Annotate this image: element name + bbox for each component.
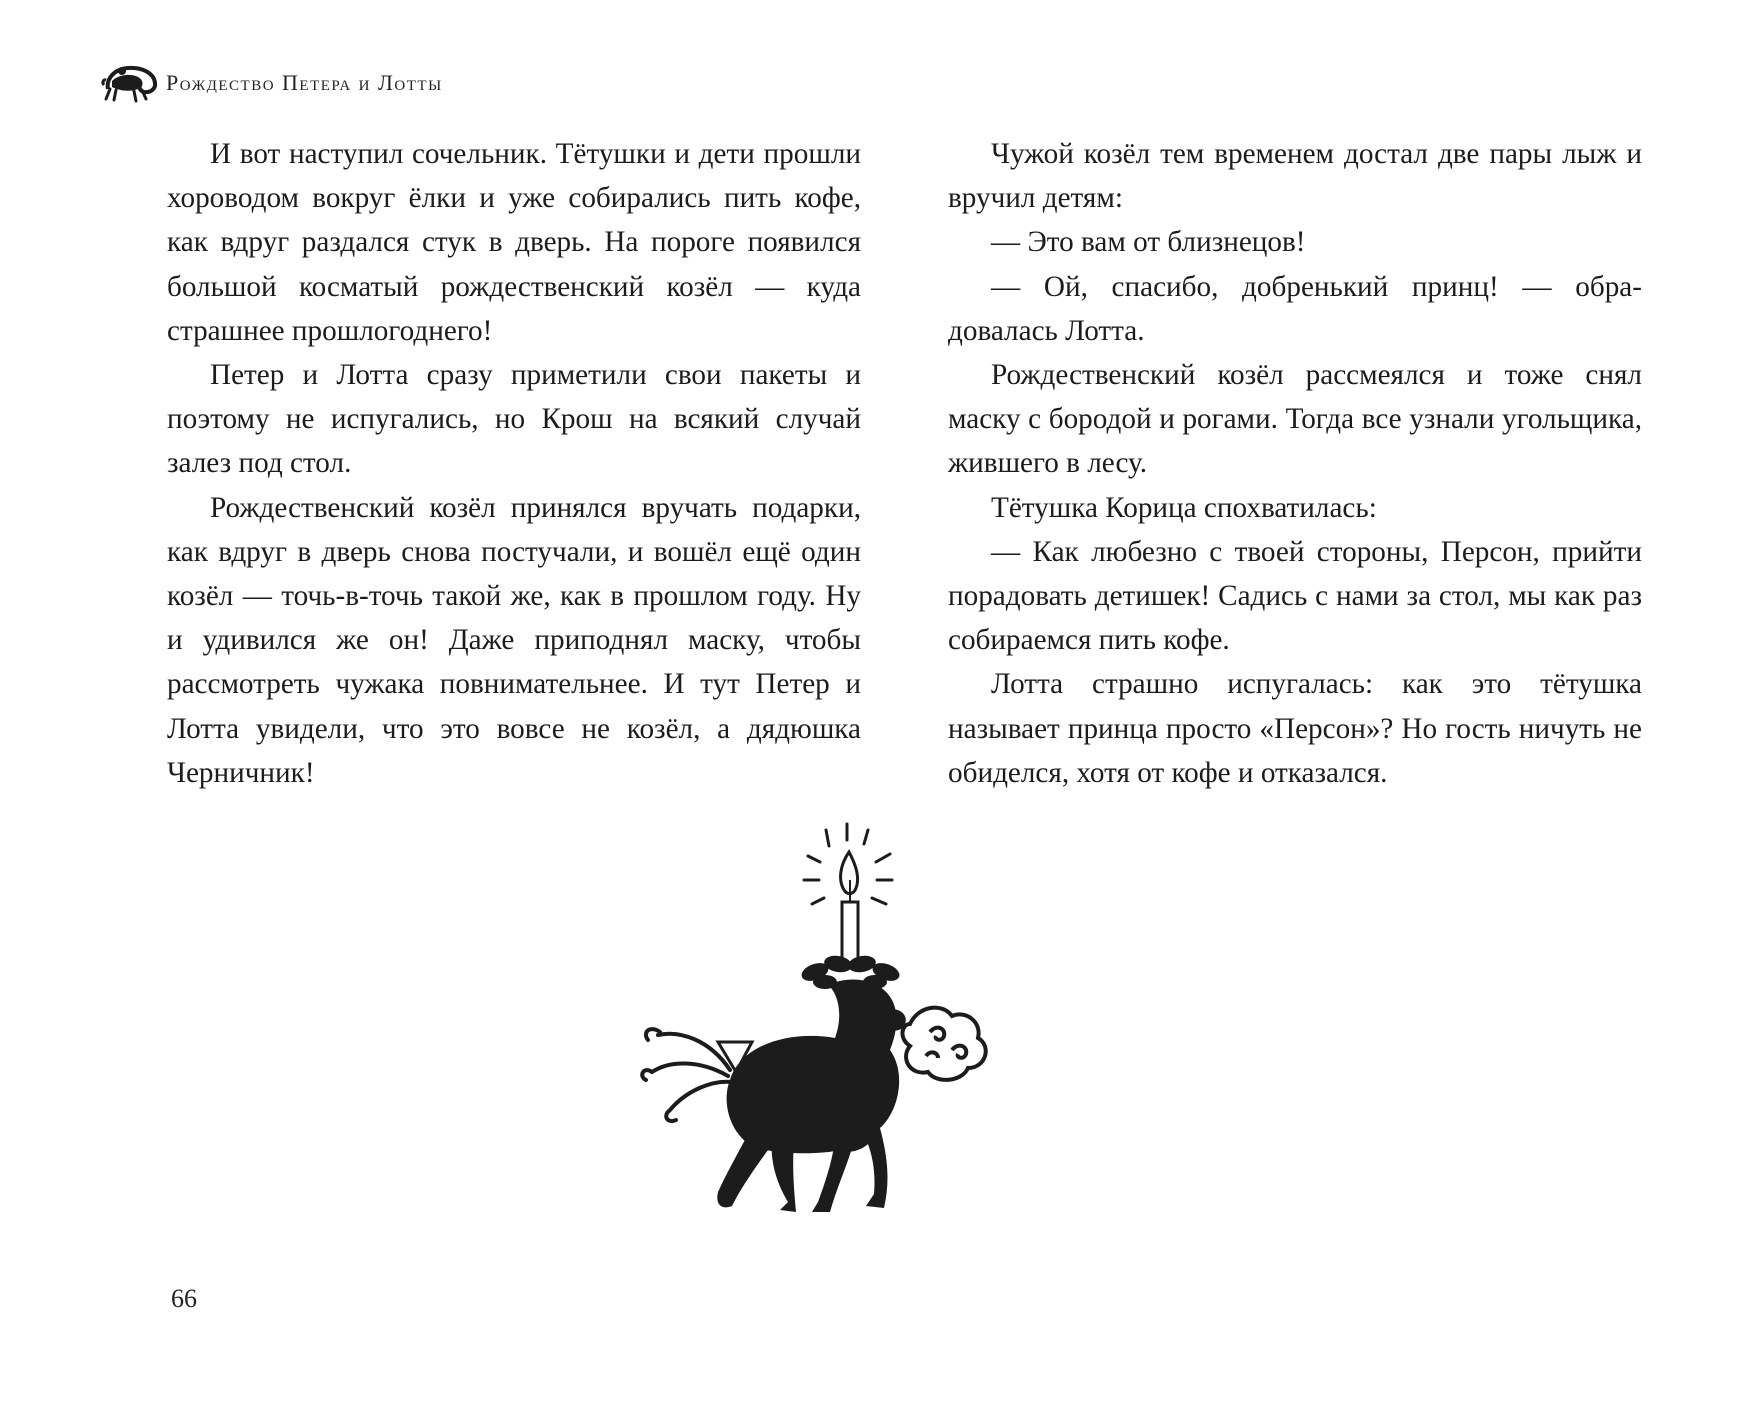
candle [842, 902, 858, 964]
goat-body [727, 980, 900, 1154]
paragraph: — Ой, спасибо, добренький принц! — обрадовалась Лотта. [948, 270, 1642, 347]
paragraph: — Это вам от близнецов! [991, 226, 1306, 259]
paragraph: И вот наступил сочельник. Тётушки и дети прошли хороводом вокруг ёлки и уже собирались пить кофе, как вдруг раздался стук в дверь. На пороге появился большой косматый рождественский козёл — куда страшнее прошлогоднего! [167, 138, 861, 347]
paragraph: — Как любезно с твоей стороны, Персон, прийти порадовать детишек! Садись с нами за стол, мы как раз собираемся пить кофе. [948, 535, 1642, 657]
paragraph: Чужой козёл тем временем достал две пары лыж и вручил детям: [948, 138, 1642, 215]
running-header [100, 56, 443, 106]
paragraph: Рождественский козёл принялся вручать подарки, как вдруг в дверь снова постучали, и вошёл ещё один козёл — точь-в-точь такой же, как в прошлом году. Ну и удивился же он! Даже приподнял маску, чтобы рассмотреть чужака повнимательнее. И тут Петер и Лотта увидели, что это вовсе не козёл, а дядюшка Черничник! [167, 491, 861, 789]
right-text-column [948, 132, 1642, 795]
christmas-goat-with-candle-icon [600, 810, 1080, 1260]
paragraph: Лотта страшно испугалась: как это тётушка называет принца просто «Персон»? Но гость ничуть не обиделся, хотя от кофе и отказался. [948, 668, 1642, 789]
book-title: Рождество Петера и Лотты [166, 70, 443, 95]
paragraph: Рождественский козёл рассмеялся и тоже снял маску с бородой и рогами. Тогда все узнали угольщика, жившего в лесу. [948, 359, 1642, 480]
page-number: 66 [171, 1284, 197, 1313]
curled-creature-ornament-icon [100, 59, 160, 103]
left-text-column [167, 132, 861, 795]
paragraph: Петер и Лотта сразу приметили свои пакеты и поэтому не испугались, но Крош на всякий случай залез под стол. [167, 359, 861, 480]
swirl-bundle [902, 1008, 985, 1080]
paragraph: Тётушка Корица спохватилась: [991, 491, 1377, 524]
